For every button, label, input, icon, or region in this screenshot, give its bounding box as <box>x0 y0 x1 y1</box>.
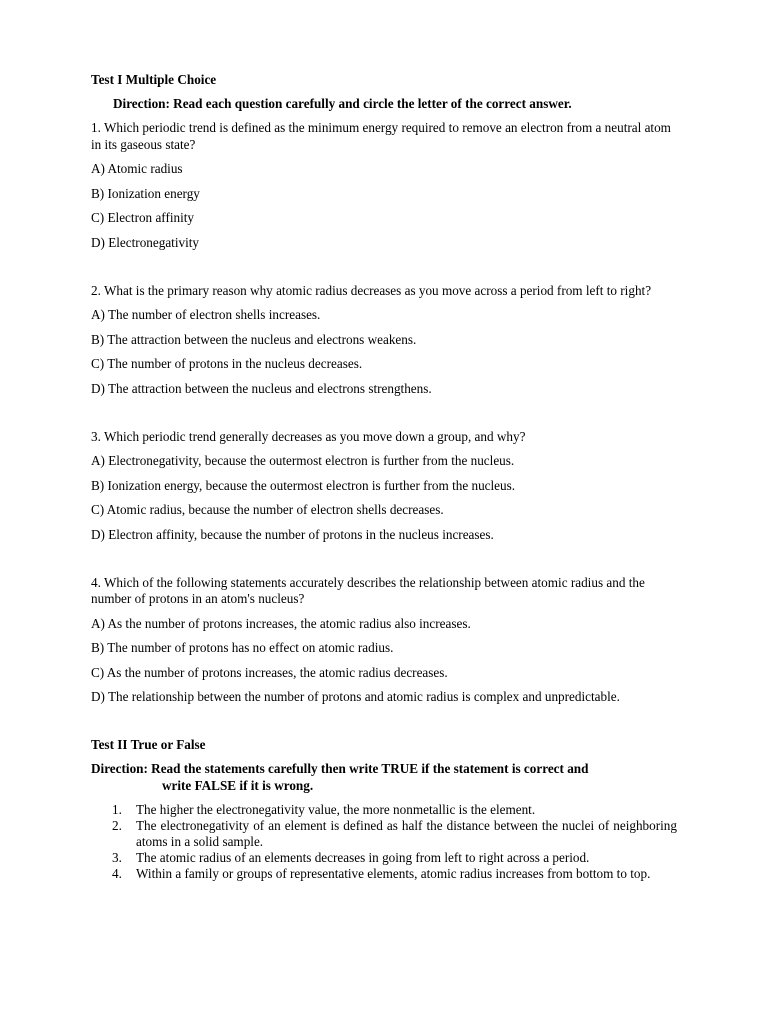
option-d: D) The relationship between the number of protons and atomic radius is complex and unpredictable. <box>91 689 620 704</box>
item-statement: The electronegativity of an element is defined as half the distance between the nuclei of neighboring atoms in a solid sample. <box>136 818 677 849</box>
question-text: 2. What is the primary reason why atomic radius decreases as you move across a period from left to right? <box>91 282 652 298</box>
true-false-list <box>91 802 677 882</box>
option-c: C) As the number of protons increases, the atomic radius decreases. <box>91 664 448 680</box>
item-number: 4. <box>112 866 122 881</box>
test1-title: Test I Multiple Choice <box>91 72 217 87</box>
option-c: C) Electron affinity <box>91 210 195 225</box>
item-statement: The atomic radius of an elements decreases in going from left to right across a period. <box>136 850 590 865</box>
item-statement: Within a family or groups of representative elements, atomic radius increases from bottom to top. <box>136 866 651 881</box>
list-item <box>91 818 677 850</box>
option-d: D) Electronegativity <box>91 234 200 250</box>
option-d: D) The attraction between the nucleus and electrons strengthens. <box>91 380 432 396</box>
question-block-3 <box>91 429 677 543</box>
option-b: B) Ionization energy, because the outermost electron is further from the nucleus. <box>91 477 516 493</box>
option-a: A) Atomic radius <box>91 161 183 176</box>
question-block-2 <box>91 283 677 397</box>
option-a: A) As the number of protons increases, the atomic radius also increases. <box>91 615 471 631</box>
item-number: 3. <box>112 850 122 865</box>
question-text: 1. Which periodic trend is defined as the minimum energy required to remove an electron from a neutral atom in its gaseous state? <box>91 120 671 152</box>
document-page <box>91 72 677 882</box>
item-statement: The higher the electronegativity value, the more nonmetallic is the element. <box>136 802 536 817</box>
option-b: B) Ionization energy <box>91 185 200 201</box>
list-item <box>91 866 677 882</box>
test1-direction: Direction: Read each question carefully and circle the letter of the correct answer. <box>113 96 572 111</box>
test2-direction <box>91 761 677 794</box>
question-text: 4. Which of the following statements accurately describes the relationship between atomic radius and the number of protons in an atom's nucleus? <box>91 574 645 606</box>
option-b: B) The attraction between the nucleus and electrons weakens. <box>91 331 417 347</box>
option-d: D) Electron affinity, because the number of protons in the nucleus increases. <box>91 526 494 542</box>
test2-title: Test II True or False <box>91 737 206 752</box>
item-number: 2. <box>112 818 122 833</box>
option-b: B) The number of protons has no effect on atomic radius. <box>91 640 394 655</box>
question-block-1 <box>91 120 677 251</box>
test2-direction-line2: write FALSE if it is wrong. <box>162 777 314 793</box>
question-block-4 <box>91 575 677 706</box>
option-c: C) Atomic radius, because the number of electron shells decreases. <box>91 502 444 517</box>
question-text: 3. Which periodic trend generally decreases as you move down a group, and why? <box>91 428 526 444</box>
test2-direction-line1: Direction: Read the statements carefully then write TRUE if the statement is correct and <box>91 761 589 776</box>
option-a: A) Electronegativity, because the outermost electron is further from the nucleus. <box>91 453 515 468</box>
option-c: C) The number of protons in the nucleus decreases. <box>91 356 363 371</box>
list-item <box>91 802 677 818</box>
option-a: A) The number of electron shells increases. <box>91 307 321 322</box>
list-item <box>91 850 677 866</box>
item-number: 1. <box>112 802 122 817</box>
